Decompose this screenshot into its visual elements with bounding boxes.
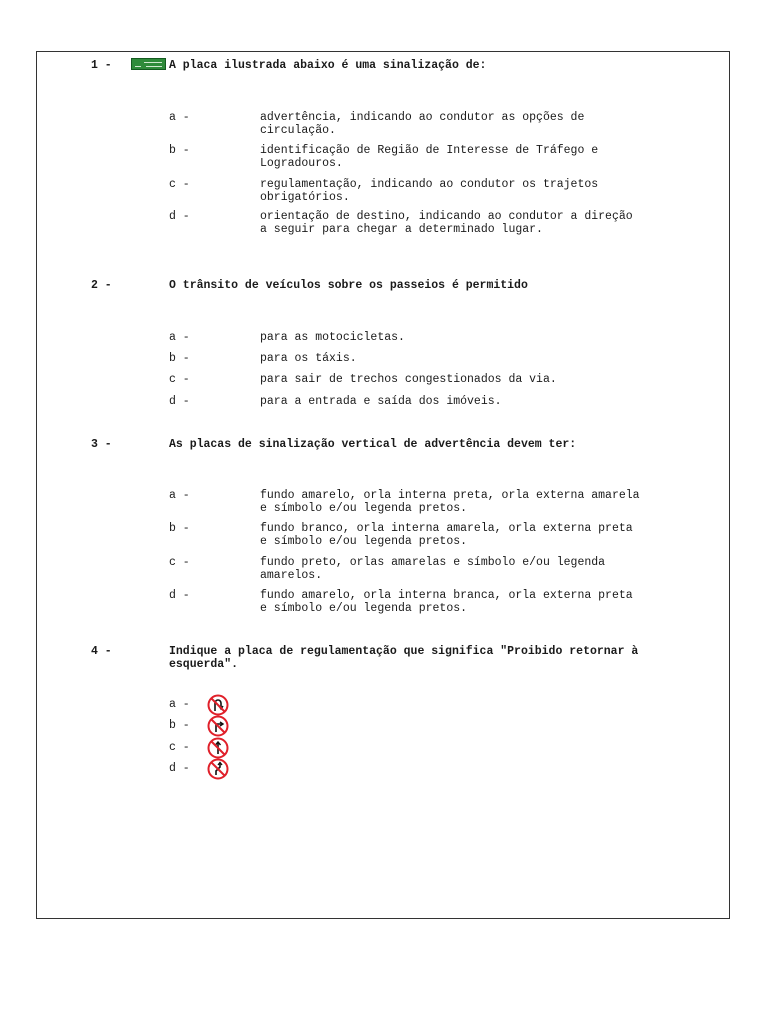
question-text: Indique a placa de regulamentação que significa "Proibido retornar à esquerda". [169,645,646,671]
guide-sign-icon [131,58,166,70]
option-letter: d - [169,762,190,775]
option-letter: c - [169,741,190,754]
question-number: 3 - [91,438,112,451]
option-text: fundo branco, orla interna amarela, orla externa preta e símbolo e/ou legenda pretos. [260,522,633,548]
question-number: 4 - [91,645,112,658]
no-u-turn-sign-icon [207,694,229,716]
option-letter: d - [169,395,190,408]
option-letter: a - [169,698,190,711]
option-letter: b - [169,522,190,535]
option-text: fundo amarelo, orla interna branca, orla externa preta e símbolo e/ou legenda pretos. [260,589,633,615]
question-text: As placas de sinalização vertical de advertência devem ter: [169,438,577,451]
option-text: fundo preto, orlas amarelas e símbolo e/ou legenda amarelos. [260,556,606,582]
option-letter: b - [169,719,190,732]
option-text: para os táxis. [260,352,357,365]
option-text: para sair de trechos congestionados da via. [260,373,557,386]
option-letter: a - [169,489,190,502]
option-letter: c - [169,373,190,386]
option-letter: a - [169,111,190,124]
option-letter: d - [169,210,190,223]
option-text: advertência, indicando ao condutor as opções de circulação. [260,111,585,137]
option-letter: b - [169,352,190,365]
option-text: identificação de Região de Interesse de Tráfego e Logradouros. [260,144,599,170]
option-letter: c - [169,178,190,191]
option-letter: b - [169,144,190,157]
option-text: para as motocicletas. [260,331,405,344]
question-text: A placa ilustrada abaixo é uma sinalização de: [169,59,487,72]
no-lane-change-sign-icon [207,758,229,780]
option-text: para a entrada e saída dos imóveis. [260,395,502,408]
no-straight-ahead-sign-icon [207,737,229,759]
option-letter: a - [169,331,190,344]
question-number: 1 - [91,59,112,72]
option-letter: d - [169,589,190,602]
question-text: O trânsito de veículos sobre os passeios é permitido [169,279,528,292]
option-text: fundo amarelo, orla interna preta, orla externa amarela e símbolo e/ou legenda pretos. [260,489,640,515]
option-letter: c - [169,556,190,569]
no-left-turn-sign-icon [207,715,229,737]
option-text: orientação de destino, indicando ao condutor a direção a seguir para chegar a determinado lugar. [260,210,633,236]
option-text: regulamentação, indicando ao condutor os trajetos obrigatórios. [260,178,599,204]
question-number: 2 - [91,279,112,292]
